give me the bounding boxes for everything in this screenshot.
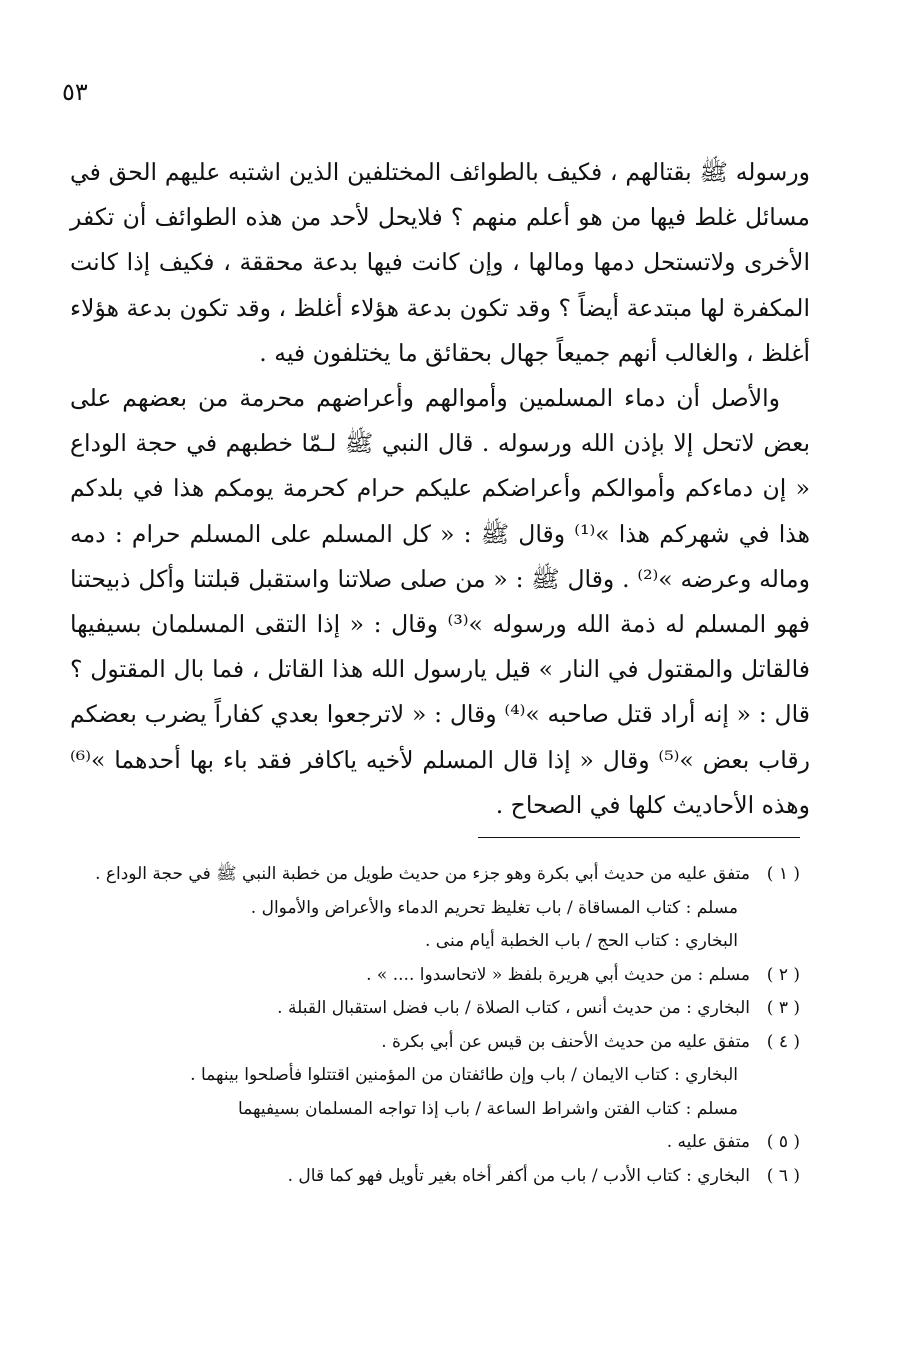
footnote-number: ( ٢ ): [766, 964, 800, 985]
footnote: [70, 959, 800, 993]
footnote-text: البخاري : كتاب الحج / باب الخطبة أيام منى .: [425, 931, 738, 951]
footnote: [70, 892, 800, 926]
footnote-number: ( ١ ): [766, 864, 800, 884]
footnote: [70, 1093, 800, 1127]
footnote-text: مسلم : كتاب الفتن واشراط الساعة / باب إذا تواجه المسلمان بسيفيهما: [237, 1098, 738, 1119]
footnote: [70, 1160, 800, 1194]
footnote: [70, 992, 800, 1026]
footnote-number: ( ٤ ): [766, 1031, 800, 1052]
main-text: [70, 150, 810, 828]
paragraph: ورسوله ﷺ بقتالهم ، فكيف بالطوائف المختلفين الذين اشتبه عليهم الحق في مسائل غلط فيها من هو أعلم منهم ؟ فلايحل لأحد من هذه الطوائف أن تكفر الأخرى ولاتستحل دمها ومالها ، وإن كانت فيها بدعة محققة ، فكيف إذا كانت المكفرة لها مبتدعة أيضاً ؟ وقد تكون بدعة هؤلاء أغلظ ، وقد تكون بدعة هؤلاء أغلظ ، والغالب أنهم جميعاً جهال بحقائق ما يختلفون فيه .: [70, 158, 810, 367]
footnote-divider: [478, 837, 800, 838]
footnote: [70, 858, 800, 892]
footnote-number: ( ٦ ): [766, 1165, 800, 1186]
footnote-text: البخاري : من حديث أنس ، كتاب الصلاة / باب فضل استقبال القبلة .: [277, 998, 750, 1018]
footnote-text: مسلم : من حديث أبي هريرة بلفظ « لاتحاسدوا .... » .: [366, 964, 750, 985]
footnote-text: متفق عليه .: [666, 1132, 750, 1152]
footnotes: [70, 858, 800, 1193]
footnote-text: مسلم : كتاب المساقاة / باب تغليظ تحريم الدماء والأعراض والأموال .: [250, 897, 738, 918]
footnote-text: البخاري : كتاب الايمان / باب وإن طائفتان من المؤمنين اقتتلوا فأصلحوا بينهما .: [190, 1065, 738, 1085]
footnote: [70, 1026, 800, 1060]
footnote-text: البخاري : كتاب الأدب / باب من أكفر أخاه بغير تأويل فهو كما قال .: [287, 1165, 750, 1186]
page-number: ٥٣: [62, 78, 88, 106]
footnote: [70, 925, 800, 959]
footnote-text: متفق عليه من حديث أبي بكرة وهو جزء من حديث طويل من خطبة النبي ﷺ في حجة الوداع .: [95, 864, 750, 884]
paragraph: والأصل أن دماء المسلمين وأموالهم وأعراضهم محرمة من بعضهم على بعض لاتحل إلا بإذن الله ورسوله . قال النبي ﷺ لـمّا خطبهم في حجة الوداع « إن دماءكم وأموالكم وأعراضكم عليكم حرام كحرمة يومكم هذا في بلدكم هذا في شهركم هذا »⁽¹⁾ وقال ﷺ : « كل المسلم على المسلم حرام : دمه وماله وعرضه »⁽²⁾ . وقال ﷺ : « من صلى صلاتنا واستقبل قبلتنا وأكل ذبيحتنا فهو المسلم له ذمة الله ورسوله »⁽³⁾ وقال : « إذا التقى المسلمان بسيفيها فالقاتل والمقتول في النار » قيل يارسول الله هذا القاتل ، فما بال المقتول ؟ قال : « إنه أراد قتل صاحبه »⁽⁴⁾ وقال : « لاترجعوا بعدي كفاراً يضرب بعضكم رقاب بعض »⁽⁵⁾ وقال « إذا قال المسلم لأخيه ياكافر فقد باء بها أحدهما »⁽⁶⁾ وهذه الأحاديث كلها في الصحاح .: [70, 384, 811, 819]
footnote: [70, 1126, 800, 1160]
footnote-number: ( ٥ ): [766, 1132, 800, 1152]
footnote-text: متفق عليه من حديث الأحنف بن قيس عن أبي بكرة .: [381, 1031, 750, 1052]
footnote-number: ( ٣ ): [766, 998, 800, 1018]
footnote: [70, 1059, 800, 1093]
